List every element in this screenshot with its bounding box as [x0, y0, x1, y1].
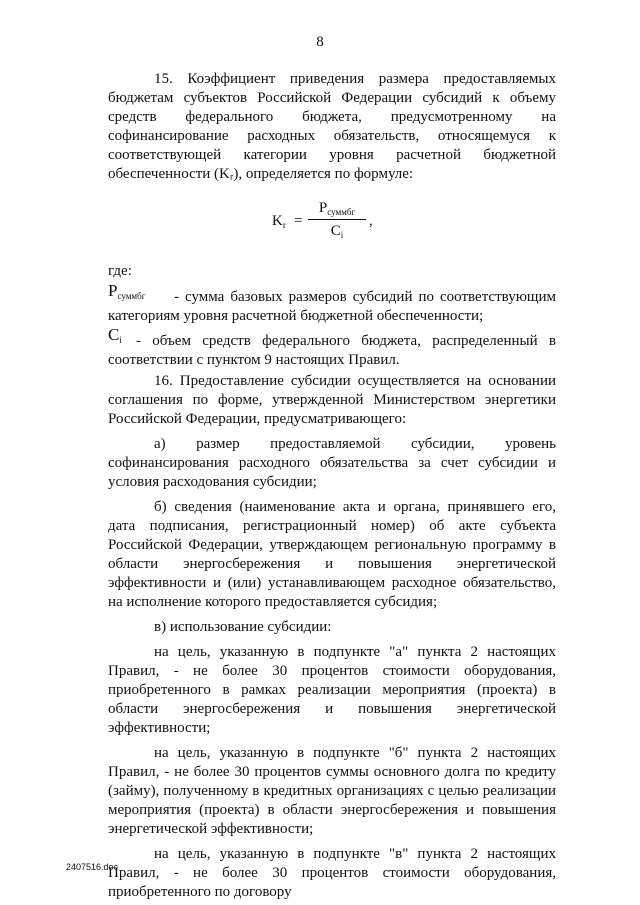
paragraph-16	[108, 372, 556, 902]
def2-symbol: $C_i$	[108, 325, 122, 345]
definition-2-text: - объем средств федерального бюджета, распределенный в соответствии с пунктом 9 настоящих Правил.	[108, 333, 556, 368]
formula-comma: ,	[369, 213, 373, 229]
use-clause-2: на цель, указанную в подпункте "б" пункта 2 настоящих Правил, - не более 30 процентов суммы основного долга по кредиту (займу), полученному в кредитных организациях с целью реализации мероприятия (проекта) в области энергосбережения и повышения энергетической эффективности;	[108, 745, 556, 837]
definition-2	[108, 332, 556, 370]
where-label-text: где:	[108, 263, 132, 279]
formula-numerator: $P_{суммбг}$	[308, 200, 366, 220]
where-label	[108, 262, 556, 281]
formula-denominator: $C_i$	[330, 223, 344, 240]
page-number: 8	[316, 34, 324, 50]
item-a: а) размер предоставляемой субсидии, уровень софинансирования расходного обязательства за счет субсидии и условия расходования субсидии;	[108, 436, 556, 490]
use-clause-1: на цель, указанную в подпункте "а" пункта 2 настоящих Правил, - не более 30 процентов стоимости оборудования, приобретенного в рамках реализации мероприятия (проекта) в области энергосбережения и повышения энергетической эффективности;	[108, 644, 556, 736]
paragraph-15	[108, 70, 556, 184]
footer-filename: 2407516.doc	[66, 862, 119, 872]
use-clause-3: на цель, указанную в подпункте "в" пункта 2 настоящих Правил, - не более 30 процентов стоимости оборудования, приобретенного по договору	[108, 846, 556, 900]
formula-lhs: $K_r$	[272, 213, 286, 230]
definition-1	[108, 288, 556, 326]
definition-1-text: - сумма базовых размеров субсидий по соответствующим категориям уровня расчетной бюджетной обеспеченности;	[108, 289, 556, 324]
def1-symbol: $P_{суммбг}$	[108, 281, 146, 301]
formula	[272, 200, 402, 246]
paragraph-16-text: 16. Предоставление субсидии осуществляется на основании соглашения по форме, утвержденной Министерством энергетики Российской Федерации, предусматривающего:	[108, 373, 556, 427]
item-b: б) сведения (наименование акта и органа, принявшего его, дата подписания, регистрационный номер) об акте субъекта Российской Федерации, утверждающем региональную программу в области энергосбережения и повышения энергетической эффективности и (или) устанавливающем расходное обязательство, на исполнение которого предоставляется субсидия;	[108, 499, 556, 610]
item-c: в) использование субсидии:	[154, 619, 332, 635]
paragraph-15-text: 15. Коэффициент приведения размера предоставляемых бюджетам субъектов Российской Федерации субсидий к объему средств федерального бюджета, предусмотренному на софинансирование расходных обязательств, относящемуся к соответствующей категории уровня расчетной бюджетной обеспеченности (Kᵣ), определяется по формуле:	[108, 71, 556, 182]
formula-equals: =	[294, 213, 303, 229]
formula-fraction	[308, 200, 366, 240]
